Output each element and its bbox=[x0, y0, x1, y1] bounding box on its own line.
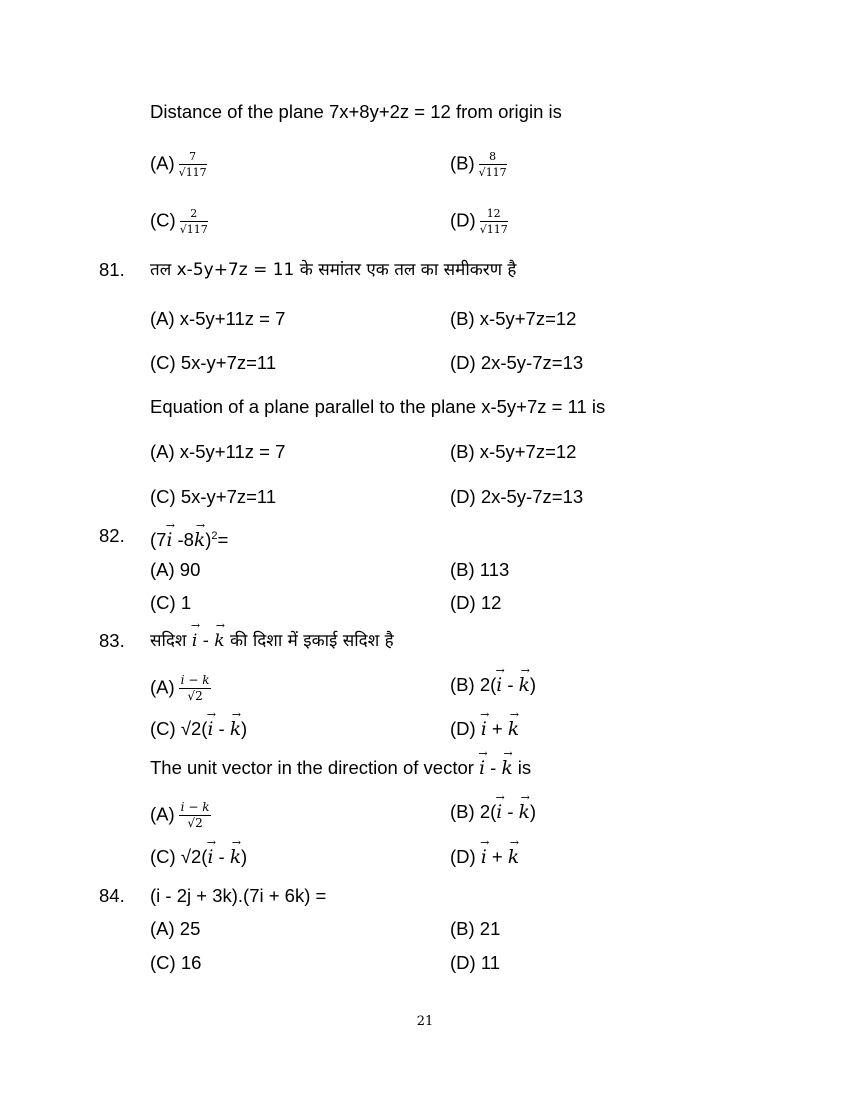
option-label: (B) bbox=[450, 152, 475, 174]
expr-text: √2( bbox=[180, 846, 208, 867]
operator: - bbox=[484, 757, 502, 778]
q80-option-c bbox=[150, 207, 208, 236]
vector-k: → k bbox=[519, 675, 530, 697]
q82-option-d: (D) 12 bbox=[450, 592, 502, 613]
vector-k: → k bbox=[230, 847, 241, 869]
q81-number: 81. bbox=[99, 259, 125, 280]
q84-option-b: (B) 21 bbox=[450, 918, 501, 939]
vector-k: → k bbox=[519, 802, 530, 824]
operator: + bbox=[486, 846, 508, 867]
operator: - bbox=[213, 718, 230, 739]
vector-k: → k bbox=[214, 630, 224, 652]
option-label: (C) bbox=[150, 209, 176, 231]
numerator: 7 bbox=[179, 150, 207, 165]
q84-number: 84. bbox=[99, 885, 125, 906]
expr-text: ) bbox=[529, 801, 537, 822]
q81-stem-en: Equation of a plane parallel to the plane x-5y+7z = 11 is bbox=[150, 396, 606, 417]
vector-k: → k bbox=[508, 719, 519, 741]
vector-i: → i bbox=[207, 719, 213, 741]
vector-k: → k bbox=[508, 847, 519, 869]
q83-en-option-c bbox=[150, 846, 247, 869]
option-label: (D) bbox=[450, 209, 476, 231]
vector-k: → k bbox=[230, 719, 241, 741]
vector-i: → i bbox=[496, 802, 502, 824]
fraction bbox=[179, 674, 212, 703]
expr-text: √2( bbox=[180, 718, 208, 739]
vector-i: → i bbox=[481, 847, 487, 869]
q83-option-d bbox=[450, 718, 519, 741]
q82-stem bbox=[150, 525, 228, 552]
radicand: 2 bbox=[195, 689, 203, 703]
option-label: (B) bbox=[450, 674, 475, 695]
q84-option-c: (C) 16 bbox=[150, 952, 202, 973]
q83-stem-hi bbox=[150, 630, 394, 652]
option-label: (A) bbox=[150, 676, 175, 698]
vector-k: → k bbox=[194, 530, 205, 552]
stem-text: सदिश bbox=[150, 631, 187, 651]
denominator: √117 bbox=[478, 166, 507, 179]
stem-text: ) bbox=[205, 529, 212, 550]
vector-i: → i bbox=[479, 758, 485, 780]
option-label: (B) bbox=[450, 801, 475, 822]
stem-text: -8 bbox=[172, 529, 194, 550]
q80-option-b bbox=[450, 150, 507, 179]
q81-option-c: (C) 5x-y+7z=11 bbox=[150, 352, 277, 373]
numerator: 2 bbox=[180, 207, 208, 222]
q81-option-b: (B) x-5y+7z=12 bbox=[450, 308, 577, 329]
operator: - bbox=[502, 674, 519, 695]
operator: - bbox=[197, 631, 215, 651]
q81-stem-hi: तल x-5y+7z = 11 के समांतर एक तल का समीकरण है bbox=[150, 260, 517, 280]
numerator: 8 bbox=[479, 150, 507, 165]
vector-i: → i bbox=[192, 630, 197, 652]
q81-option-d: (D) 2x-5y-7z=13 bbox=[450, 352, 584, 373]
numerator: i − k bbox=[180, 673, 210, 687]
stem-text: is bbox=[517, 757, 532, 778]
radicand: 117 bbox=[485, 166, 507, 179]
page-number: 21 bbox=[416, 1014, 434, 1029]
operator: - bbox=[502, 801, 519, 822]
vector-i: → i bbox=[496, 675, 502, 697]
option-label: (A) bbox=[150, 803, 175, 825]
fraction bbox=[480, 207, 508, 236]
q80-option-d bbox=[450, 207, 508, 236]
option-label: (D) bbox=[450, 846, 476, 867]
q83-option-a bbox=[150, 674, 211, 703]
fraction bbox=[179, 150, 207, 179]
fraction bbox=[180, 207, 208, 236]
vector-i: → i bbox=[166, 530, 172, 552]
radicand: 117 bbox=[486, 223, 508, 236]
numerator: i − k bbox=[180, 800, 210, 814]
q84-option-a: (A) 25 bbox=[150, 918, 201, 939]
option-label: (D) bbox=[450, 718, 476, 739]
expr-text: ) bbox=[529, 674, 537, 695]
expr-text: 2( bbox=[479, 801, 497, 822]
denominator: √2 bbox=[187, 816, 203, 830]
q81-en-option-c: (C) 5x-y+7z=11 bbox=[150, 486, 277, 507]
vector-k: → k bbox=[501, 758, 512, 780]
stem-text: (7 bbox=[150, 529, 167, 550]
q80-stem-en: Distance of the plane 7x+8y+2z = 12 from origin is bbox=[150, 101, 562, 122]
radicand: 2 bbox=[195, 816, 203, 830]
q82-option-a: (A) 90 bbox=[150, 559, 201, 580]
q83-option-c bbox=[150, 718, 247, 741]
q83-en-option-b bbox=[450, 801, 536, 824]
q81-en-option-b: (B) x-5y+7z=12 bbox=[450, 441, 577, 462]
option-label: (A) bbox=[150, 152, 175, 174]
q81-en-option-d: (D) 2x-5y-7z=13 bbox=[450, 486, 584, 507]
vector-i: → i bbox=[207, 847, 213, 869]
operator: + bbox=[486, 718, 508, 739]
q80-option-a bbox=[150, 150, 207, 179]
q82-number: 82. bbox=[99, 525, 125, 546]
q83-option-b bbox=[450, 674, 536, 697]
expr-text: 2( bbox=[479, 674, 497, 695]
fraction bbox=[479, 150, 507, 179]
fraction bbox=[179, 801, 212, 830]
stem-text: = bbox=[217, 529, 229, 550]
denominator: √117 bbox=[479, 223, 508, 236]
q83-en-option-a bbox=[150, 801, 211, 830]
q83-number: 83. bbox=[99, 630, 125, 651]
option-label: (C) bbox=[150, 718, 176, 739]
denominator: √117 bbox=[178, 166, 207, 179]
radicand: 117 bbox=[186, 223, 208, 236]
q83-stem-en bbox=[150, 757, 531, 780]
option-label: (C) bbox=[150, 846, 176, 867]
q82-option-b: (B) 113 bbox=[450, 559, 510, 580]
denominator: √117 bbox=[179, 223, 208, 236]
vector-i: → i bbox=[481, 719, 487, 741]
exponent: 2 bbox=[211, 530, 218, 542]
operator: - bbox=[213, 846, 230, 867]
expr-text: ) bbox=[241, 718, 248, 739]
numerator: 12 bbox=[480, 207, 508, 222]
q84-option-d: (D) 11 bbox=[450, 952, 501, 973]
radicand: 117 bbox=[185, 166, 207, 179]
denominator: √2 bbox=[187, 689, 203, 703]
q81-option-a: (A) x-5y+11z = 7 bbox=[150, 308, 286, 329]
q84-stem: (i - 2j + 3k).(7i + 6k) = bbox=[150, 885, 327, 906]
stem-text: की दिशा में इकाई सदिश है bbox=[230, 631, 394, 651]
stem-text: The unit vector in the direction of vector bbox=[150, 757, 474, 778]
q82-option-c: (C) 1 bbox=[150, 592, 192, 613]
q83-en-option-d bbox=[450, 846, 519, 869]
expr-text: ) bbox=[241, 846, 248, 867]
q81-en-option-a: (A) x-5y+11z = 7 bbox=[150, 441, 286, 462]
